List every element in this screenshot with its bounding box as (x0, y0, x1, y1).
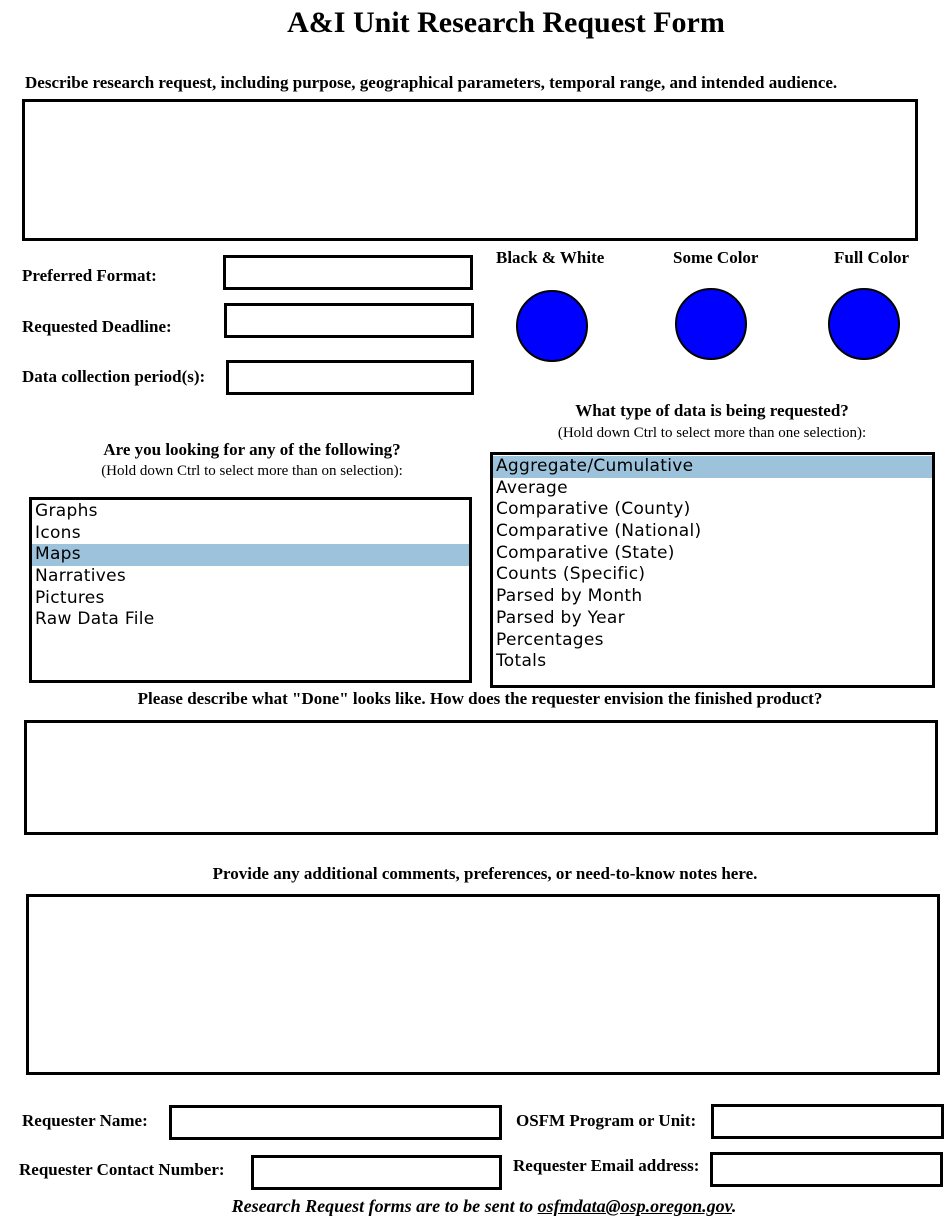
list-item[interactable]: Parsed by Year (496, 607, 625, 628)
list-item[interactable]: Narratives (35, 566, 126, 587)
program-unit-label: OSFM Program or Unit: (516, 1111, 697, 1130)
requested-deadline-label: Requested Deadline: (22, 317, 172, 336)
footer-text: Research Request forms are to be sent to (231, 1196, 538, 1216)
requester-name-input[interactable] (169, 1105, 502, 1140)
form-title: A&I Unit Research Request Form (287, 6, 725, 39)
color-option-label-some: Some Color (673, 248, 759, 267)
color-option-label-full: Full Color (834, 248, 910, 267)
radio-some-color[interactable] (675, 288, 747, 360)
requested-deadline-input[interactable] (224, 303, 474, 338)
list-item[interactable]: Aggregate/Cumulative (493, 456, 932, 478)
list-item[interactable]: Percentages (496, 629, 604, 650)
list-item[interactable]: Pictures (35, 587, 105, 608)
data-type-question: What type of data is being requested? (575, 401, 849, 420)
contact-number-label: Requester Contact Number: (19, 1160, 225, 1179)
products-question: Are you looking for any of the following? (103, 440, 401, 459)
list-item[interactable]: Raw Data File (35, 609, 155, 630)
list-item[interactable]: Icons (35, 522, 81, 543)
describe-request-textarea[interactable] (22, 99, 918, 241)
list-item[interactable]: Parsed by Month (496, 586, 643, 607)
data-type-listbox[interactable] (490, 452, 935, 688)
list-item[interactable]: Maps (32, 544, 469, 566)
contact-number-input[interactable] (251, 1155, 502, 1190)
describe-label: Describe research request, including purpose, geographical parameters, temporal range, and intended audience. (25, 73, 838, 92)
data-collection-label: Data collection period(s): (22, 367, 206, 386)
done-textarea[interactable] (24, 720, 938, 835)
list-item[interactable]: Comparative (County) (496, 499, 691, 520)
list-item[interactable]: Comparative (State) (496, 542, 675, 563)
list-item[interactable]: Counts (Specific) (496, 564, 646, 585)
done-label: Please describe what "Done" looks like. How does the requester envision the finished product? (137, 689, 823, 708)
list-item[interactable]: Comparative (National) (496, 521, 702, 542)
radio-black-white[interactable] (516, 290, 588, 362)
email-address-input[interactable] (710, 1152, 943, 1187)
program-unit-input[interactable] (711, 1104, 944, 1139)
preferred-format-input[interactable] (223, 255, 473, 290)
email-address-label: Requester Email address: (513, 1156, 700, 1175)
footer-email-link[interactable]: osfmdata@osp.oregon.gov (537, 1196, 732, 1216)
footer-suffix: . (731, 1196, 737, 1216)
products-hint: (Hold down Ctrl to select more than on selection): (101, 463, 403, 479)
radio-full-color[interactable] (828, 288, 900, 360)
comments-textarea[interactable] (26, 894, 940, 1075)
requester-name-label: Requester Name: (22, 1111, 148, 1130)
data-type-hint: (Hold down Ctrl to select more than one selection): (557, 425, 867, 441)
list-item[interactable]: Average (496, 477, 568, 498)
list-item[interactable]: Graphs (35, 501, 98, 521)
preferred-format-label: Preferred Format: (22, 266, 157, 285)
comments-label: Provide any additional comments, preferences, or need-to-know notes here. (212, 864, 758, 883)
list-item[interactable]: Totals (496, 651, 547, 672)
color-option-label-bw: Black & White (496, 248, 605, 267)
footer-note (0, 1196, 950, 1217)
data-collection-input[interactable] (226, 360, 474, 395)
products-listbox[interactable] (29, 497, 472, 683)
